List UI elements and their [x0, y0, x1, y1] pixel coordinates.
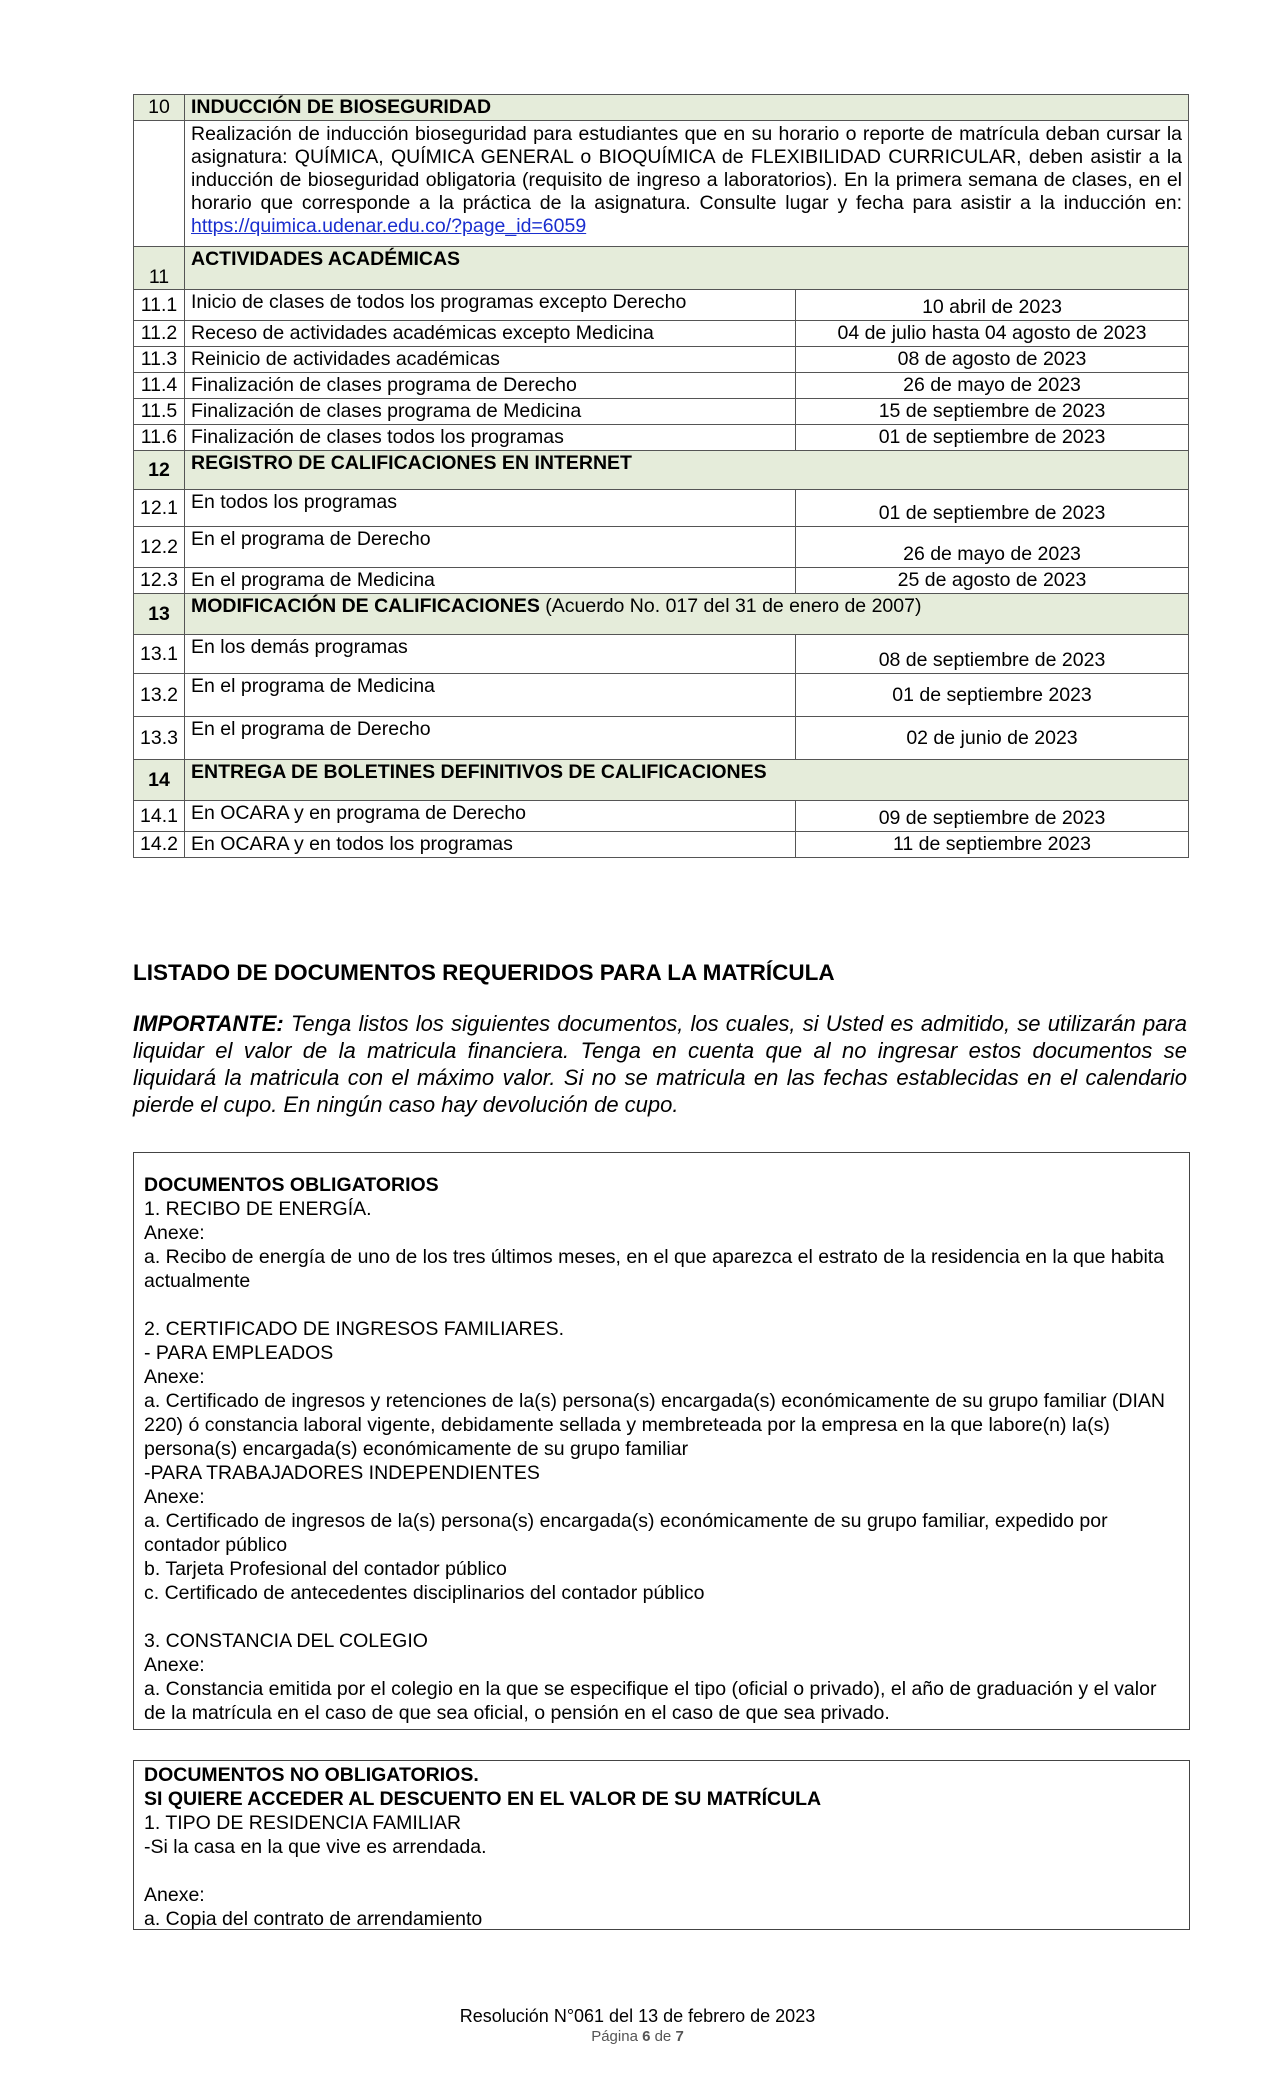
table-row — [134, 674, 1189, 717]
document-line: a. Certificado de ingresos de la(s) persona(s) encargada(s) económicamente de su grupo familiar, expedido por contador público — [144, 1510, 1108, 1556]
row-description: En OCARA y en programa de Derecho — [185, 801, 796, 832]
row-number: 11.5 — [134, 399, 185, 425]
table-row — [134, 399, 1189, 425]
row-description: En OCARA y en todos los programas — [185, 832, 796, 858]
table-row — [134, 568, 1189, 594]
important-notice — [133, 1010, 1187, 1118]
document-line — [144, 1859, 1179, 1883]
mandatory-documents-title: DOCUMENTOS OBLIGATORIOS — [144, 1174, 439, 1196]
document-line: Anexe: — [144, 1486, 205, 1508]
row-date: 01 de septiembre 2023 — [796, 674, 1189, 717]
row-description: En el programa de Medicina — [185, 674, 796, 717]
biosafety-description: Realización de inducción bioseguridad para estudiantes que en su horario o reporte de matrícula deban cursar la asignatura: QUÍMICA, QUÍMICA GENERAL o BIOQUÍMICA de FLEXIBILIDAD CURRICULAR, deben asistir a la inducción de bioseguridad obligatoria (requisito de ingreso a laboratorios). En la primera semana de clases, en el horario que corresponde a la práctica de la asignatura. Consulte lugar y fecha para asistir a la inducción en: https://quimica.udenar.edu.co/?page_id=6059 — [185, 121, 1189, 247]
document-line: Anexe: — [144, 1654, 205, 1676]
optional-documents-title: DOCUMENTOS NO OBLIGATORIOS. — [144, 1764, 479, 1786]
document-line: b. Tarjeta Profesional del contador público — [144, 1558, 507, 1580]
document-line: a. Copia del contrato de arrendamiento — [144, 1908, 483, 1930]
document-line: 3. CONSTANCIA DEL COLEGIO — [144, 1630, 428, 1652]
mandatory-documents-box — [133, 1152, 1190, 1730]
document-line: -Si la casa en la que vive es arrendada. — [144, 1836, 487, 1858]
document-line: - PARA EMPLEADOS — [144, 1342, 334, 1364]
row-description: Inicio de clases de todos los programas excepto Derecho — [185, 290, 796, 321]
row-number: 12.1 — [134, 490, 185, 527]
row-description: En todos los programas — [185, 490, 796, 527]
document-line: a. Constancia emitida por el colegio en la que se especifique el tipo (oficial o privado), el año de graduación y el valor de la matrícula en el caso de que sea oficial, o pensión en el caso de que sea privado. — [144, 1678, 1157, 1724]
row-date: 26 de mayo de 2023 — [796, 373, 1189, 399]
row-number: 12.2 — [134, 527, 185, 568]
table-row — [134, 321, 1189, 347]
section-header — [134, 247, 1189, 290]
row-date: 02 de junio de 2023 — [796, 717, 1189, 760]
table-row — [134, 832, 1189, 858]
section-title: MODIFICACIÓN DE CALIFICACIONES (Acuerdo No. 017 del 31 de enero de 2007) — [185, 594, 1189, 635]
table-row — [134, 347, 1189, 373]
section-header — [134, 760, 1189, 801]
section-number: 11 — [134, 247, 185, 290]
row-description: En el programa de Medicina — [185, 568, 796, 594]
important-text: Tenga listos los siguientes documentos, los cuales, si Usted es admitido, se utilizarán para liquidar el valor de la matricula financiera. Tenga en cuenta que al no ingresar estos documentos se liquidará la matricula con el máximo valor. Si no se matricula en las fechas establecidas en el calendario pierde el cupo. En ningún caso hay devolución de cupo. — [133, 1011, 1187, 1117]
row-number: 11.3 — [134, 347, 185, 373]
document-line: -PARA TRABAJADORES INDEPENDIENTES — [144, 1462, 540, 1484]
row-number: 11.6 — [134, 425, 185, 451]
row-date: 25 de agosto de 2023 — [796, 568, 1189, 594]
row-date: 01 de septiembre de 2023 — [796, 490, 1189, 527]
row-description: Reinicio de actividades académicas — [185, 347, 796, 373]
row-description: En el programa de Derecho — [185, 717, 796, 760]
row-number: 13.2 — [134, 674, 185, 717]
optional-documents-box — [133, 1760, 1190, 1930]
footer-resolution: Resolución N°061 del 13 de febrero de 2023 — [459, 2006, 816, 2026]
section-header — [134, 451, 1189, 490]
row-date: 10 abril de 2023 — [796, 290, 1189, 321]
document-line — [144, 1293, 1179, 1317]
row-number: 13.3 — [134, 717, 185, 760]
table-row — [134, 635, 1189, 674]
section-title: REGISTRO DE CALIFICACIONES EN INTERNET — [185, 451, 1189, 490]
section-title: ENTREGA DE BOLETINES DEFINITIVOS DE CALIFICACIONES — [185, 760, 1189, 801]
academic-calendar-table — [133, 94, 1189, 858]
table-row — [134, 373, 1189, 399]
section-number: 10 — [134, 95, 185, 121]
important-label: IMPORTANTE: — [133, 1011, 284, 1036]
section-header — [134, 594, 1189, 635]
document-line: c. Certificado de antecedentes disciplinarios del contador público — [144, 1582, 705, 1604]
table-row — [134, 717, 1189, 760]
row-number: 14.1 — [134, 801, 185, 832]
footer-page-number: Página 6 de 7 — [591, 2028, 684, 2045]
section-body — [134, 121, 1189, 247]
row-date: 09 de septiembre de 2023 — [796, 801, 1189, 832]
row-date: 26 de mayo de 2023 — [796, 527, 1189, 568]
table-row — [134, 527, 1189, 568]
document-line — [144, 1605, 1179, 1629]
row-description: En el programa de Derecho — [185, 527, 796, 568]
table-row — [134, 801, 1189, 832]
document-line: a. Recibo de energía de uno de los tres últimos meses, en el que aparezca el estrato de la residencia en la que habita actualmente — [144, 1246, 1165, 1292]
row-number: 11.1 — [134, 290, 185, 321]
table-row — [134, 490, 1189, 527]
row-description: En los demás programas — [185, 635, 796, 674]
table-row — [134, 425, 1189, 451]
row-number: 12.3 — [134, 568, 185, 594]
document-line: Anexe: — [144, 1884, 205, 1906]
document-line: Anexe: — [144, 1222, 205, 1244]
row-date: 08 de agosto de 2023 — [796, 347, 1189, 373]
documents-section-title: LISTADO DE DOCUMENTOS REQUERIDOS PARA LA MATRÍCULA — [133, 960, 835, 985]
document-line: 1. RECIBO DE ENERGÍA. — [144, 1198, 372, 1220]
row-description: Finalización de clases programa de Derecho — [185, 373, 796, 399]
row-description: Finalización de clases todos los programas — [185, 425, 796, 451]
row-date: 04 de julio hasta 04 agosto de 2023 — [796, 321, 1189, 347]
row-number: 11.4 — [134, 373, 185, 399]
row-date: 08 de septiembre de 2023 — [796, 635, 1189, 674]
section-number: 14 — [134, 760, 185, 801]
row-description: Finalización de clases programa de Medicina — [185, 399, 796, 425]
section-number: 12 — [134, 451, 185, 490]
document-line: 1. TIPO DE RESIDENCIA FAMILIAR — [144, 1812, 462, 1834]
section-title: ACTIVIDADES ACADÉMICAS — [185, 247, 1189, 290]
biosafety-link[interactable]: https://quimica.udenar.edu.co/?page_id=6059 — [191, 215, 587, 237]
document-line: a. Certificado de ingresos y retenciones de la(s) persona(s) encargada(s) económicamente de su grupo familiar (DIAN 220) ó constancia laboral vigente, debidamente sellada y membreteada por la empresa en la que labore(n) la(s) persona(s) encargada(s) económicamente de su grupo familiar — [144, 1390, 1165, 1460]
section-title: INDUCCIÓN DE BIOSEGURIDAD — [185, 95, 1189, 121]
optional-documents-subtitle: SI QUIERE ACCEDER AL DESCUENTO EN EL VALOR DE SU MATRÍCULA — [144, 1788, 822, 1810]
row-date: 01 de septiembre de 2023 — [796, 425, 1189, 451]
row-description: Receso de actividades académicas excepto Medicina — [185, 321, 796, 347]
section-number: 13 — [134, 594, 185, 635]
section-header — [134, 95, 1189, 121]
row-number: 11.2 — [134, 321, 185, 347]
document-line: 2. CERTIFICADO DE INGRESOS FAMILIARES. — [144, 1318, 565, 1340]
document-line: Anexe: — [144, 1366, 205, 1388]
row-date: 11 de septiembre 2023 — [796, 832, 1189, 858]
row-date: 15 de septiembre de 2023 — [796, 399, 1189, 425]
row-number: 14.2 — [134, 832, 185, 858]
table-row — [134, 290, 1189, 321]
row-number: 13.1 — [134, 635, 185, 674]
